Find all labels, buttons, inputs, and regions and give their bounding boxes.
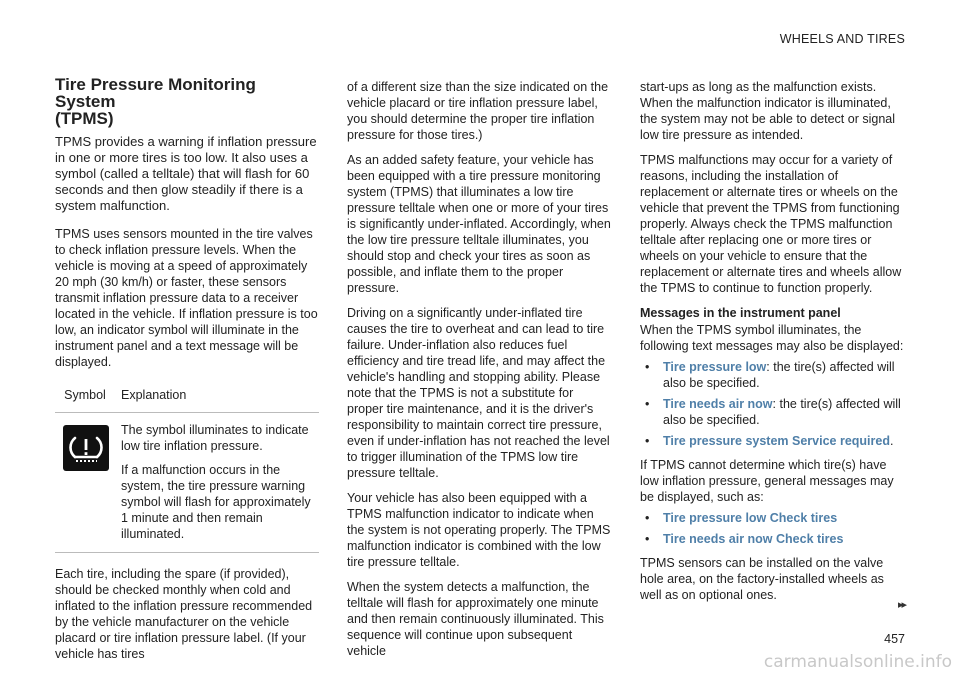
message-name: Tire pressure system Service required — [663, 434, 890, 448]
page-number: 457 — [884, 632, 905, 646]
symbol-table — [55, 379, 319, 553]
paragraph: Each tire, including the spare (if provided), should be checked monthly when cold and inflated to the inflation pressure recommended by the vehicle manufacturer on the vehicle placard or tire inflation pressure label. (If your vehicle has tires — [55, 567, 313, 661]
explanation-column-header: Explanation — [115, 379, 319, 413]
column-1 — [55, 76, 319, 671]
paragraph: TPMS sensors can be installed on the valve hole area, on the factory-installed wheels as well as on optional ones. — [640, 556, 884, 602]
next-page-arrows-icon: ▸▸ — [897, 599, 905, 611]
tpms-warning-icon — [63, 425, 109, 471]
message-detail: . — [889, 434, 894, 448]
symbol-cell — [55, 413, 115, 553]
message-detail: : the tire(s) affected will also be specified. — [663, 397, 901, 427]
symbol-column-header: Symbol — [55, 379, 115, 413]
explanation-cell — [115, 413, 319, 553]
paragraph: As an added safety feature, your vehicle has been equipped with a tire pressure monitoring system (TPMS) that illuminates a low tire pressure telltale when one or more of your tires is significantly under-inflated. Accordingly, when the low tire pressure telltale illuminates, you should stop and check your tires as soon as possible, and inflate them to the proper pressure. — [347, 153, 611, 295]
section-subheading: Messages in the instrument panel — [640, 306, 841, 320]
list-item — [640, 510, 904, 526]
column-3 — [640, 79, 904, 612]
list-item — [640, 531, 904, 547]
paragraph: of a different size than the size indicated on the vehicle placard or tire inflation pressure label, you should determine the proper tire inflation pressure for those tires.) — [347, 80, 609, 142]
list-item — [640, 359, 904, 391]
title-line-2: (TPMS) — [55, 109, 114, 128]
message-name: Tire needs air now Check tires — [663, 532, 844, 546]
intro-paragraph: TPMS provides a warning if inflation pressure in one or more tires is too low. It also uses a symbol (called a telltale) that will flash for 60 seconds and then glow steadily if there is a system malfunction. — [55, 134, 317, 213]
page-title — [55, 76, 319, 127]
title-line-1: Tire Pressure Monitoring System — [55, 75, 256, 111]
explanation-text: The symbol illuminates to indicate low tire inflation pressure. — [121, 423, 309, 453]
explanation-text: If a malfunction occurs in the system, the tire pressure warning symbol will flash for approximately 1 minute and then remain illuminated. — [121, 463, 311, 541]
message-name: Tire needs air now — [663, 397, 773, 411]
paragraph: When the TPMS symbol illuminates, the following text messages may also be displayed: — [640, 323, 904, 353]
message-list — [640, 359, 904, 449]
column-2 — [347, 79, 611, 668]
paragraph: If TPMS cannot determine which tire(s) have low inflation pressure, general messages may be displayed, such as: — [640, 458, 894, 504]
list-item — [640, 433, 904, 449]
list-item — [640, 396, 904, 428]
message-name: Tire pressure low Check tires — [663, 511, 838, 525]
watermark: carmanualsonline.info — [763, 652, 952, 672]
paragraph: start-ups as long as the malfunction exists. When the malfunction indicator is illuminated, the system may not be able to detect or signal low tire pressure as intended. — [640, 80, 895, 142]
message-name: Tire pressure low — [663, 360, 767, 374]
message-detail: : the tire(s) affected will also be specified. — [663, 360, 895, 390]
paragraph: TPMS malfunctions may occur for a variety of reasons, including the installation of replacement or alternate tires or wheels on the vehicle that prevent the TPMS from functioning properly. Always check the TPMS malfunction telltale after replacing one or more tires or wheels on your vehicle to ensure that the replacement or alternate tires and wheels allow the TPMS to continue to function properly. — [640, 153, 902, 295]
general-message-list — [640, 510, 904, 547]
paragraph: Your vehicle has also been equipped with a TPMS malfunction indicator to indicate when the system is not operating properly. The TPMS malfunction indicator is combined with the low tire pressure telltale. — [347, 491, 611, 569]
section-header: WHEELS AND TIRES — [779, 32, 905, 46]
paragraph: When the system detects a malfunction, the telltale will flash for approximately one minute and then remain continuously illuminated. This sequence will continue upon subsequent vehicle — [347, 580, 604, 658]
paragraph: Driving on a significantly under-inflated tire causes the tire to overheat and can lead to tire failure. Under-inflation also reduces fuel efficiency and tire tread life, and may affect the vehicle's handling and stopping ability. Please note that the TPMS is not a substitute for proper tire maintenance, and it is the driver's responsibility to maintain correct tire pressure, even if under-inflation has not reached the level to trigger illumination of the TPMS low tire pressure telltale. — [347, 306, 610, 480]
paragraph: TPMS uses sensors mounted in the tire valves to check inflation pressure levels. When the vehicle is moving at a speed of approximately 20 mph (30 km/h) or faster, these sensors transmit inflation pressure data to a receiver located in the vehicle. If inflation pressure is too low, an indicator symbol will illuminate in the instrument panel and a text message will be displayed. — [55, 227, 318, 369]
table-row — [55, 413, 319, 553]
